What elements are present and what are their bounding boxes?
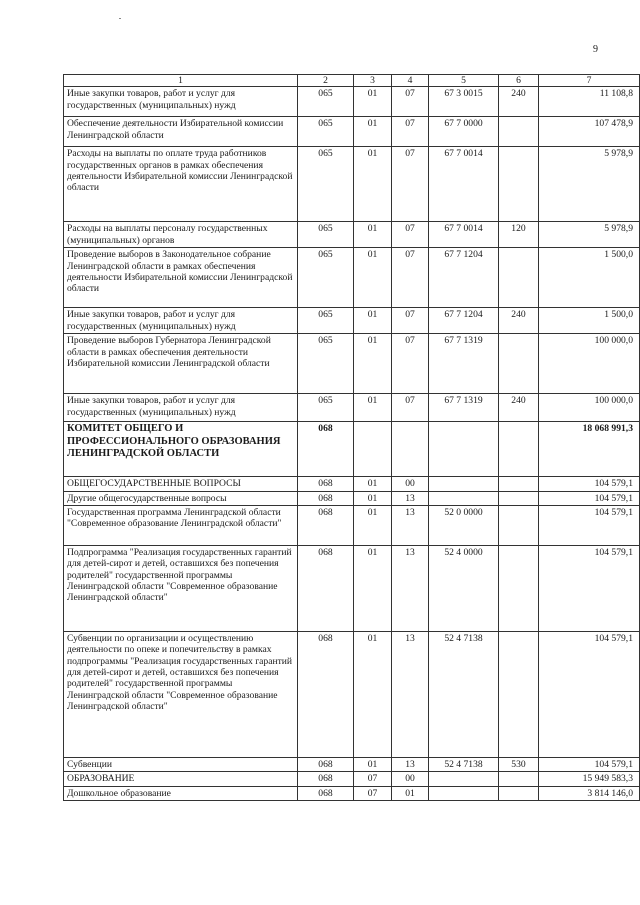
row-ministry-code: 068 xyxy=(298,505,354,545)
row-name: ОБЩЕГОСУДАРСТВЕННЫЕ ВОПРОСЫ xyxy=(64,477,298,491)
scan-speck xyxy=(119,18,121,19)
table-row xyxy=(64,394,640,422)
row-expense-type: 240 xyxy=(499,394,539,422)
row-section-code: 01 xyxy=(354,477,392,491)
row-expense-type xyxy=(499,117,539,147)
row-amount: 5 978,9 xyxy=(539,147,640,222)
row-section-code: 01 xyxy=(354,222,392,248)
header-col-2: 2 xyxy=(298,75,354,87)
row-target-code: 67 7 0000 xyxy=(429,117,499,147)
page-number: 9 xyxy=(593,44,598,55)
row-amount: 15 949 583,3 xyxy=(539,772,640,786)
row-expense-type xyxy=(499,422,539,477)
row-ministry-code: 068 xyxy=(298,786,354,800)
row-expense-type: 530 xyxy=(499,757,539,771)
row-ministry-code: 068 xyxy=(298,772,354,786)
row-expense-type xyxy=(499,631,539,757)
row-target-code: 67 7 1319 xyxy=(429,394,499,422)
row-name: Проведение выборов Губернатора Ленинградской области в рамках обеспечения деятельности Избирательной комиссии Ленинградской области xyxy=(64,334,298,394)
row-subsection-code: 07 xyxy=(392,87,429,117)
row-ministry-code: 065 xyxy=(298,248,354,308)
row-amount: 104 579,1 xyxy=(539,491,640,505)
row-name: Проведение выборов в Законодательное собрание Ленинградской области в рамках обеспечения деятельности Избирательной комиссии Ленинградской области xyxy=(64,248,298,308)
row-section-code: 01 xyxy=(354,334,392,394)
row-amount: 100 000,0 xyxy=(539,334,640,394)
row-subsection-code: 07 xyxy=(392,222,429,248)
table-row xyxy=(64,117,640,147)
row-ministry-code: 068 xyxy=(298,477,354,491)
row-section-code: 01 xyxy=(354,631,392,757)
row-target-code xyxy=(429,491,499,505)
row-ministry-code: 065 xyxy=(298,334,354,394)
row-ministry-code: 065 xyxy=(298,308,354,334)
row-subsection-code: 07 xyxy=(392,248,429,308)
row-section-code xyxy=(354,422,392,477)
row-subsection-code: 07 xyxy=(392,147,429,222)
table-row xyxy=(64,147,640,222)
row-name: Субвенции по организации и осуществлению деятельности по опеке и попечительству в рамках подпрограммы "Реализация государственных гарантий для детей-сирот и детей, оставшихся без попечения родителей" государственной программы Ленинградской области "Современное образование Ленинградской области" xyxy=(64,631,298,757)
row-subsection-code: 00 xyxy=(392,772,429,786)
row-expense-type: 120 xyxy=(499,222,539,248)
row-section-code: 01 xyxy=(354,491,392,505)
row-subsection-code: 13 xyxy=(392,491,429,505)
row-target-code: 52 4 0000 xyxy=(429,545,499,631)
row-section-code: 01 xyxy=(354,394,392,422)
row-ministry-code: 065 xyxy=(298,117,354,147)
row-expense-type xyxy=(499,147,539,222)
row-target-code: 67 3 0015 xyxy=(429,87,499,117)
row-subsection-code: 13 xyxy=(392,545,429,631)
row-section-code: 07 xyxy=(354,786,392,800)
row-expense-type xyxy=(499,248,539,308)
row-section-code: 01 xyxy=(354,308,392,334)
header-col-1: 1 xyxy=(64,75,298,87)
header-col-4: 4 xyxy=(392,75,429,87)
row-amount: 5 978,9 xyxy=(539,222,640,248)
header-col-5: 5 xyxy=(429,75,499,87)
row-ministry-code: 065 xyxy=(298,394,354,422)
row-expense-type xyxy=(499,505,539,545)
table-row xyxy=(64,248,640,308)
budget-table xyxy=(63,74,640,801)
row-ministry-code: 068 xyxy=(298,757,354,771)
header-col-6: 6 xyxy=(499,75,539,87)
table-row xyxy=(64,491,640,505)
table-row xyxy=(64,477,640,491)
row-amount: 18 068 991,3 xyxy=(539,422,640,477)
row-subsection-code: 07 xyxy=(392,394,429,422)
row-subsection-code: 07 xyxy=(392,334,429,394)
row-expense-type xyxy=(499,477,539,491)
table-header-row xyxy=(64,75,640,87)
row-subsection-code: 01 xyxy=(392,786,429,800)
row-ministry-code: 065 xyxy=(298,87,354,117)
row-ministry-code: 068 xyxy=(298,422,354,477)
row-name: Иные закупки товаров, работ и услуг для государственных (муниципальных) нужд xyxy=(64,394,298,422)
row-subsection-code: 13 xyxy=(392,505,429,545)
row-section-code: 01 xyxy=(354,87,392,117)
row-name: Другие общегосударственные вопросы xyxy=(64,491,298,505)
row-amount: 104 579,1 xyxy=(539,505,640,545)
row-amount: 104 579,1 xyxy=(539,757,640,771)
row-target-code: 52 4 7138 xyxy=(429,631,499,757)
row-name: ОБРАЗОВАНИЕ xyxy=(64,772,298,786)
row-name: КОМИТЕТ ОБЩЕГО И ПРОФЕССИОНАЛЬНОГО ОБРАЗОВАНИЯ ЛЕНИНГРАДСКОЙ ОБЛАСТИ xyxy=(64,422,298,477)
row-ministry-code: 068 xyxy=(298,491,354,505)
row-section-code: 01 xyxy=(354,248,392,308)
row-section-code: 01 xyxy=(354,545,392,631)
row-expense-type: 240 xyxy=(499,87,539,117)
row-amount: 11 108,8 xyxy=(539,87,640,117)
row-target-code: 67 7 0014 xyxy=(429,147,499,222)
row-section-code: 07 xyxy=(354,772,392,786)
table-row xyxy=(64,222,640,248)
row-section-code: 01 xyxy=(354,147,392,222)
table-row xyxy=(64,334,640,394)
row-amount: 1 500,0 xyxy=(539,248,640,308)
row-name: Обеспечение деятельности Избирательной комиссии Ленинградской области xyxy=(64,117,298,147)
row-expense-type xyxy=(499,786,539,800)
row-subsection-code: 00 xyxy=(392,477,429,491)
row-subsection-code: 07 xyxy=(392,308,429,334)
row-target-code xyxy=(429,772,499,786)
row-amount: 104 579,1 xyxy=(539,545,640,631)
row-name: Иные закупки товаров, работ и услуг для государственных (муниципальных) нужд xyxy=(64,308,298,334)
header-col-3: 3 xyxy=(354,75,392,87)
table-row xyxy=(64,87,640,117)
row-target-code: 67 7 1204 xyxy=(429,308,499,334)
header-col-7: 7 xyxy=(539,75,640,87)
table-row xyxy=(64,631,640,757)
row-target-code xyxy=(429,786,499,800)
row-subsection-code: 07 xyxy=(392,117,429,147)
table-row xyxy=(64,545,640,631)
row-expense-type xyxy=(499,491,539,505)
table-row xyxy=(64,505,640,545)
table-row xyxy=(64,772,640,786)
table-row xyxy=(64,308,640,334)
row-name: Иные закупки товаров, работ и услуг для государственных (муниципальных) нужд xyxy=(64,87,298,117)
row-name: Подпрограмма "Реализация государственных гарантий для детей-сирот и детей, оставшихся без попечения родителей" государственной программы Ленинградской области "Современное образование Ленинградской области" xyxy=(64,545,298,631)
row-expense-type xyxy=(499,545,539,631)
row-expense-type: 240 xyxy=(499,308,539,334)
row-ministry-code: 065 xyxy=(298,222,354,248)
table-row xyxy=(64,422,640,477)
row-target-code xyxy=(429,477,499,491)
row-section-code: 01 xyxy=(354,117,392,147)
row-subsection-code: 13 xyxy=(392,631,429,757)
row-amount: 100 000,0 xyxy=(539,394,640,422)
row-subsection-code xyxy=(392,422,429,477)
row-ministry-code: 068 xyxy=(298,631,354,757)
row-amount: 1 500,0 xyxy=(539,308,640,334)
row-section-code: 01 xyxy=(354,505,392,545)
row-name: Государственная программа Ленинградской области "Современное образование Ленинградской области" xyxy=(64,505,298,545)
table-row xyxy=(64,786,640,800)
table-row xyxy=(64,757,640,771)
row-section-code: 01 xyxy=(354,757,392,771)
row-expense-type xyxy=(499,772,539,786)
row-name: Субвенции xyxy=(64,757,298,771)
row-target-code: 67 7 1319 xyxy=(429,334,499,394)
row-expense-type xyxy=(499,334,539,394)
row-ministry-code: 065 xyxy=(298,147,354,222)
row-subsection-code: 13 xyxy=(392,757,429,771)
row-amount: 104 579,1 xyxy=(539,477,640,491)
row-target-code: 67 7 0014 xyxy=(429,222,499,248)
row-name: Расходы на выплаты по оплате труда работников государственных органов в рамках обеспечения деятельности Избирательной комиссии Ленинградской области xyxy=(64,147,298,222)
row-name: Расходы на выплаты персоналу государственных (муниципальных) органов xyxy=(64,222,298,248)
row-ministry-code: 068 xyxy=(298,545,354,631)
row-amount: 107 478,9 xyxy=(539,117,640,147)
row-amount: 3 814 146,0 xyxy=(539,786,640,800)
row-name: Дошкольное образование xyxy=(64,786,298,800)
row-target-code: 52 0 0000 xyxy=(429,505,499,545)
row-target-code: 67 7 1204 xyxy=(429,248,499,308)
row-amount: 104 579,1 xyxy=(539,631,640,757)
row-target-code xyxy=(429,422,499,477)
row-target-code: 52 4 7138 xyxy=(429,757,499,771)
